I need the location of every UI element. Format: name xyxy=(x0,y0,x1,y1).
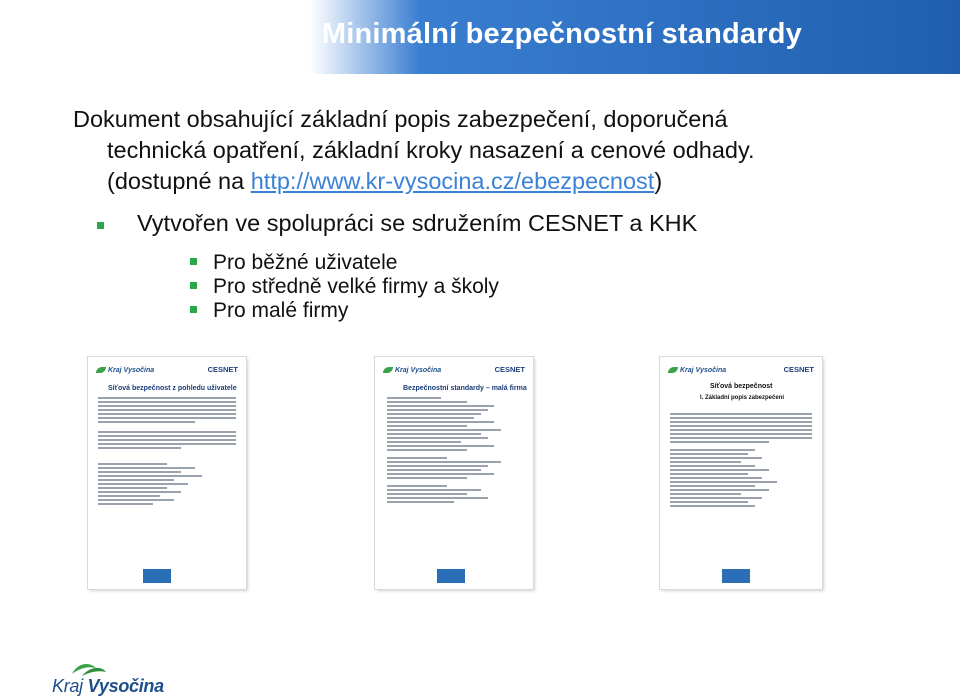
thumbnail-subtitle: I. Základní popis zabezpečení xyxy=(700,395,785,401)
thumbnail-title: Síťová bezpečnost xyxy=(710,383,773,390)
text-lines xyxy=(670,413,812,509)
footer-badge xyxy=(722,569,750,583)
ebezpecnost-link[interactable]: http://www.kr-vysocina.cz/ebezpecnost xyxy=(250,168,655,194)
thumbnail-title: Bezpečnostní standardy – malá firma xyxy=(403,385,527,392)
header-bar xyxy=(0,0,960,74)
sub-bullet-marker-2 xyxy=(190,282,197,289)
sub-item-users: Pro běžné uživatele xyxy=(213,251,398,274)
footer-badge xyxy=(143,569,171,583)
kraj-vysocina-logo: Kraj Vysočina xyxy=(96,367,154,374)
bullet-cesnet: Vytvořen ve spolupráci se sdružením CESNET a KHK xyxy=(137,210,698,236)
document-thumbnail-small-firm[interactable] xyxy=(375,357,533,589)
cesnet-logo: CESNET xyxy=(207,365,238,374)
sub-bullet-marker-3 xyxy=(190,306,197,313)
document-thumbnail-basic[interactable] xyxy=(660,357,822,589)
kraj-vysocina-logo: Kraj Vysočina xyxy=(383,367,441,374)
intro-paragraph xyxy=(73,104,873,197)
intro-line-1: Dokument obsahující základní popis zabezpečení, doporučená xyxy=(73,106,728,132)
intro-line-3 xyxy=(73,166,873,197)
bullet-marker xyxy=(97,222,104,229)
page-title: Minimální bezpečnostní standardy xyxy=(321,18,802,50)
intro-suffix: ) xyxy=(654,168,663,194)
text-lines xyxy=(387,397,521,505)
sub-bullet-marker-1 xyxy=(190,258,197,265)
cesnet-logo: CESNET xyxy=(783,365,814,374)
cesnet-logo: CESNET xyxy=(494,365,525,374)
footer-badge xyxy=(437,569,465,583)
text-lines xyxy=(98,397,236,507)
sub-item-small: Pro malé firmy xyxy=(213,299,349,322)
document-thumbnail-users[interactable] xyxy=(88,357,246,589)
footer-logo-text: Kraj Vysočina xyxy=(52,676,164,696)
intro-line-2: technická opatření, základní kroky nasazení a cenové odhady. xyxy=(107,137,755,163)
sub-item-medium: Pro středně velké firmy a školy xyxy=(213,275,499,298)
kraj-vysocina-logo: Kraj Vysočina xyxy=(668,367,726,374)
thumbnail-title: Síťová bezpečnost z pohledu uživatele xyxy=(108,385,237,392)
intro-prefix: (dostupné na xyxy=(107,168,251,194)
